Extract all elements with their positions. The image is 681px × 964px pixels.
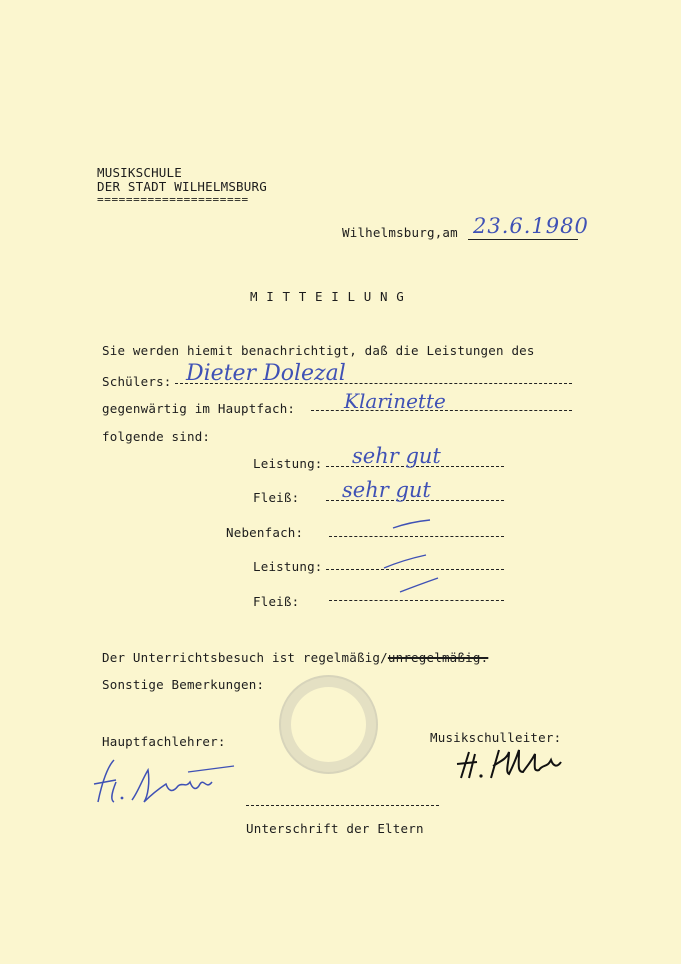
document-title: M I T T E I L U N G: [250, 289, 405, 304]
attendance-label: Der Unterrichtsbesuch ist: [102, 650, 296, 665]
main-subject-label: gegenwärtig im Hauptfach:: [102, 401, 296, 416]
attendance-regular: regelmäßig/: [302, 650, 388, 665]
minor-subject-label: Nebenfach:: [226, 525, 304, 540]
student-label: Schülers:: [102, 374, 172, 389]
head-signature: [453, 742, 573, 787]
parents-signature-line: [246, 805, 439, 806]
official-seal-stamp: [279, 675, 378, 774]
handwritten-date: 23.6.1980: [473, 214, 589, 238]
letterhead-underline: =====================: [97, 193, 249, 206]
minor-diligence-label: Fleiß:: [253, 594, 300, 609]
school-name-line2: DER STADT WILHELMSBURG: [97, 179, 267, 194]
handwritten-student-name: Dieter Dolezal: [186, 361, 346, 386]
handwritten-main-subject: Klarinette: [344, 389, 446, 413]
teacher-signature: [88, 752, 248, 812]
parents-signature-label: Unterschrift der Eltern: [246, 821, 424, 836]
remarks-label: Sonstige Bemerkungen:: [102, 677, 265, 692]
handwritten-main-diligence: sehr gut: [342, 478, 431, 502]
following-label: folgende sind:: [102, 429, 211, 444]
intro-sentence: Sie werden hiemit benachrichtigt, daß die Leistungen des: [102, 343, 535, 358]
school-name-line1: MUSIKSCHULE: [97, 165, 182, 180]
place-label: Wilhelmsburg,am: [342, 225, 458, 240]
attendance-irregular-struck: unregelmäßig.: [387, 650, 489, 665]
attendance-sentence: [102, 650, 488, 665]
handwritten-main-performance: sehr gut: [352, 444, 441, 468]
teacher-label: Hauptfachlehrer:: [102, 734, 226, 749]
main-diligence-label: Fleiß:: [253, 490, 300, 505]
head-label: Musikschulleiter:: [430, 730, 562, 745]
minor-performance-label: Leistung:: [253, 559, 323, 574]
main-performance-label: Leistung:: [253, 456, 323, 471]
